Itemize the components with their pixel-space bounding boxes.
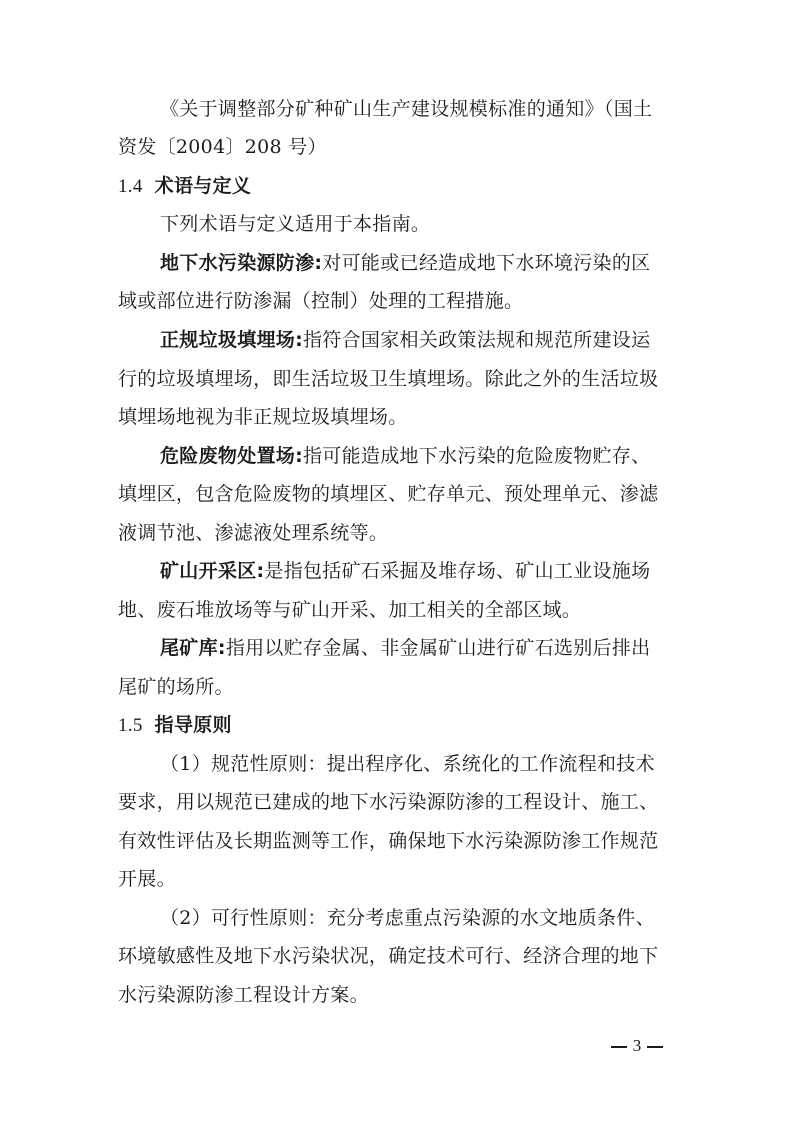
reference-line-1: 《关于调整部分矿种矿山生产建设规模标准的通知》（国土 (160, 98, 653, 120)
principle-1-line-2: 要求，用以规范已建成的地下水污染源防渗的工程设计、施工、 (118, 791, 659, 813)
definition-term: 地下水污染源防渗: (160, 252, 323, 274)
definition-3-line-1 (160, 443, 678, 469)
definition-term: 尾矿库: (160, 637, 226, 659)
principle-2-line-3: 水污染源防渗工程设计方案。 (118, 984, 369, 1006)
reference-line-2: 资发〔2004〕208 号） (118, 136, 327, 158)
definition-text: 指用以贮存金属、非金属矿山进行矿石选别后排出 (225, 637, 651, 659)
definition-2-line-1 (160, 327, 678, 353)
definition-text: 指可能造成地下水污染的危险废物贮存、 (303, 445, 651, 467)
section-1-5-title: 指导原则 (154, 714, 232, 736)
definition-2-line-3: 填埋场地视为非正规垃圾填埋场。 (118, 406, 408, 428)
section-1-4-number: 1.4 (118, 176, 143, 197)
definition-1-line-1 (160, 250, 678, 276)
definition-1-line-2: 域或部位进行防渗漏（控制）处理的工程措施。 (118, 290, 524, 312)
footer-dash-left (611, 1046, 627, 1048)
definition-text: 是指包括矿石采掘及堆存场、矿山工业设施场 (264, 560, 651, 582)
definition-term: 矿山开采区: (160, 560, 265, 582)
definition-2-line-2: 行的垃圾填埋场，即生活垃圾卫生填埋场。除此之外的生活垃圾 (118, 368, 659, 390)
definition-term: 正规垃圾填埋场: (160, 329, 303, 351)
definition-5-line-1 (160, 635, 678, 661)
page-footer (601, 1033, 673, 1059)
section-1-4-intro: 下列术语与定义适用于本指南。 (160, 213, 431, 235)
definition-3-line-2: 填埋区，包含危险废物的填埋区、贮存单元、预处理单元、渗滤 (118, 483, 659, 505)
definition-4-line-2: 地、废石堆放场等与矿山开采、加工相关的全部区域。 (118, 599, 582, 621)
principle-2-line-2: 环境敏感性及地下水污染状况，确定技术可行、经济合理的地下 (118, 945, 659, 967)
page-number: 3 (632, 1036, 642, 1055)
footer-dash-right (647, 1046, 663, 1048)
definition-text: 指符合国家相关政策法规和规范所建设运 (303, 329, 651, 351)
principle-1-line-1: （1）规范性原则：提出程序化、系统化的工作流程和技术 (160, 753, 655, 775)
principle-1-line-4: 开展。 (118, 868, 176, 890)
definition-4-line-1 (160, 558, 678, 584)
section-1-5-heading (118, 712, 678, 739)
principle-2-line-1: （2）可行性原则：充分考虑重点污染源的水文地质条件、 (160, 907, 655, 929)
definition-text: 对可能或已经造成地下水环境污染的区 (322, 252, 651, 274)
definition-term: 危险废物处置场: (160, 445, 303, 467)
section-1-4-title: 术语与定义 (154, 175, 252, 197)
section-1-4-heading (118, 173, 678, 200)
definition-5-line-2: 尾矿的场所。 (118, 676, 234, 698)
principle-1-line-3: 有效性评估及长期监测等工作，确保地下水污染源防渗工作规范 (118, 830, 659, 852)
section-1-5-number: 1.5 (118, 715, 143, 736)
definition-3-line-3: 液调节池、渗滤液处理系统等。 (118, 522, 389, 544)
